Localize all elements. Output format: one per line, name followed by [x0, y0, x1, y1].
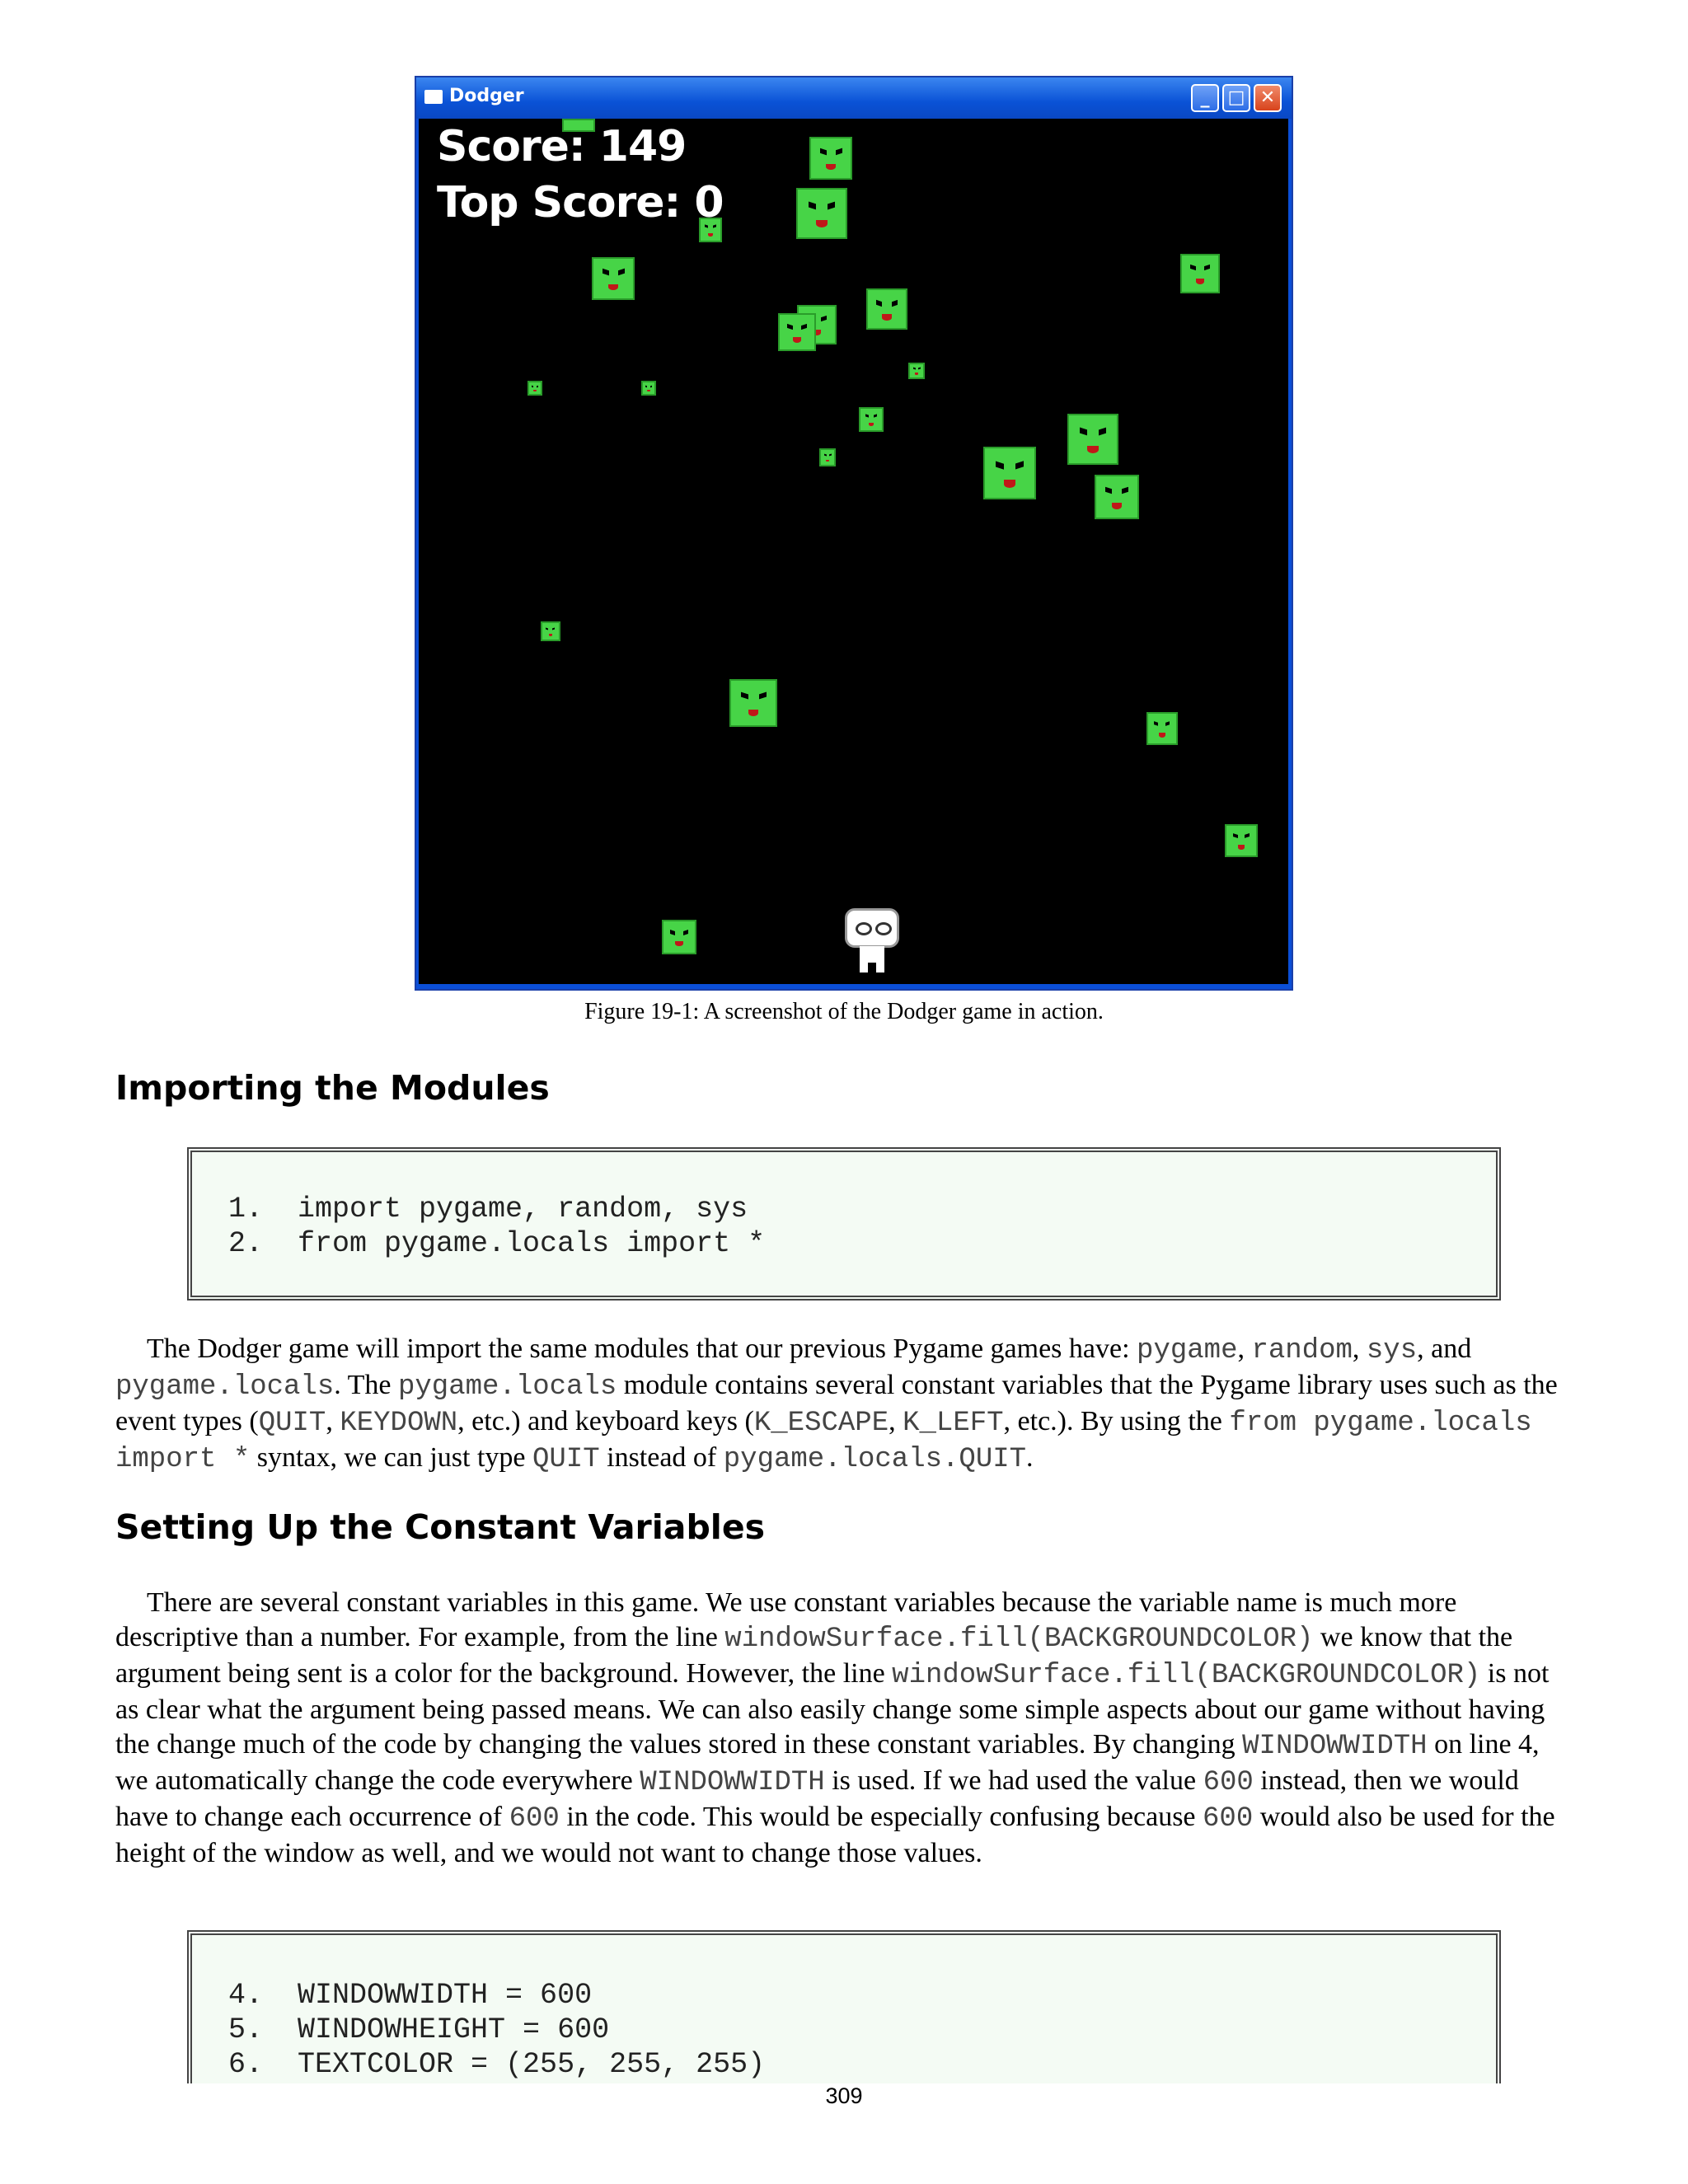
baddie: [1146, 712, 1178, 745]
baddie: [819, 448, 836, 466]
baddie: [778, 313, 816, 351]
score-text: Score: 149: [437, 122, 687, 171]
baddie: [1067, 414, 1118, 465]
baddie: [908, 363, 925, 379]
baddie: [983, 447, 1036, 499]
minimize-button[interactable]: [1191, 84, 1219, 112]
page-number: 309: [825, 2083, 863, 2108]
baddie: [528, 381, 542, 396]
baddie: [729, 679, 777, 727]
figure-caption: Figure 19-1: A screenshot of the Dodger game in action.: [584, 999, 1104, 1024]
game-canvas[interactable]: [419, 119, 1288, 984]
code-line: 6. TEXTCOLOR = (255, 255, 255): [228, 2048, 766, 2081]
baddie: [1225, 824, 1258, 857]
baddie: [859, 407, 884, 432]
code-line: 1. import pygame, random, sys: [228, 1193, 748, 1226]
top-score-text: Top Score: 0: [437, 178, 724, 227]
close-button[interactable]: [1254, 84, 1282, 112]
baddie: [541, 621, 560, 641]
minimize-icon: _: [1200, 87, 1210, 108]
paragraph-imports: The Dodger game will import the same modules that our previous Pygame games have: pygame, random, sys, and pygame.locals. The pygame.locals module contains several constant variables that the Pygame library uses such as the event types (QUIT, KEYDOWN, etc.) and keyboard keys (K_ESCAPE, K_LEFT, etc.). By using the from pygame.locals import * syntax, we can just type QUIT instead of pygame.locals.QUIT.: [115, 1333, 1558, 1475]
section-heading-constants: Setting Up the Constant Variables: [115, 1507, 766, 1547]
baddie: [662, 920, 696, 954]
paragraph-constants: There are several constant variables in this game. We use constant variables because the variable name is much more descriptive than a number. For example, from the line windowSurface.fill(BACKGROUNDCOLOR) we know that the argument being sent is a color for the background. However, the line windowSurface.fill(BACKGROUNDCOLOR) is not as clear what the argument being passed means. We can also easily change some simple aspects about our game without having the change much of the code by changing the values stored in these constant variables. By changing WINDOWWIDTH on line 4, we automatically change the code everywhere WINDOWWIDTH is used. If we had used the value 600 instead, then we would have to change each occurrence of 600 in the code. This would be especially confusing because 600 would also be used for the height of the window as well, and we would not want to change those values.: [115, 1587, 1555, 1868]
maximize-icon: □: [1227, 87, 1245, 108]
baddie: [592, 257, 635, 300]
baddie: [866, 288, 907, 330]
close-icon: ✕: [1259, 87, 1276, 108]
code-block-imports: [187, 1147, 1501, 1301]
code-line: 4. WINDOWWIDTH = 600: [228, 1979, 593, 2012]
baddie: [796, 188, 847, 239]
code-block-constants: [187, 1930, 1501, 2083]
dodger-game-window: [415, 76, 1293, 991]
window-app-icon: [424, 90, 443, 104]
maximize-button[interactable]: [1222, 84, 1250, 112]
baddie: [1095, 475, 1139, 519]
section-heading-importing: Importing the Modules: [115, 1068, 550, 1108]
baddie: [809, 137, 852, 180]
baddie: [641, 381, 656, 396]
window-titlebar[interactable]: [416, 77, 1292, 119]
code-line: 2. from pygame.locals import *: [228, 1227, 766, 1260]
baddie: [1180, 254, 1220, 293]
code-line: 5. WINDOWHEIGHT = 600: [228, 2013, 610, 2046]
player-icon: [843, 908, 901, 972]
window-title: Dodger: [449, 86, 524, 106]
